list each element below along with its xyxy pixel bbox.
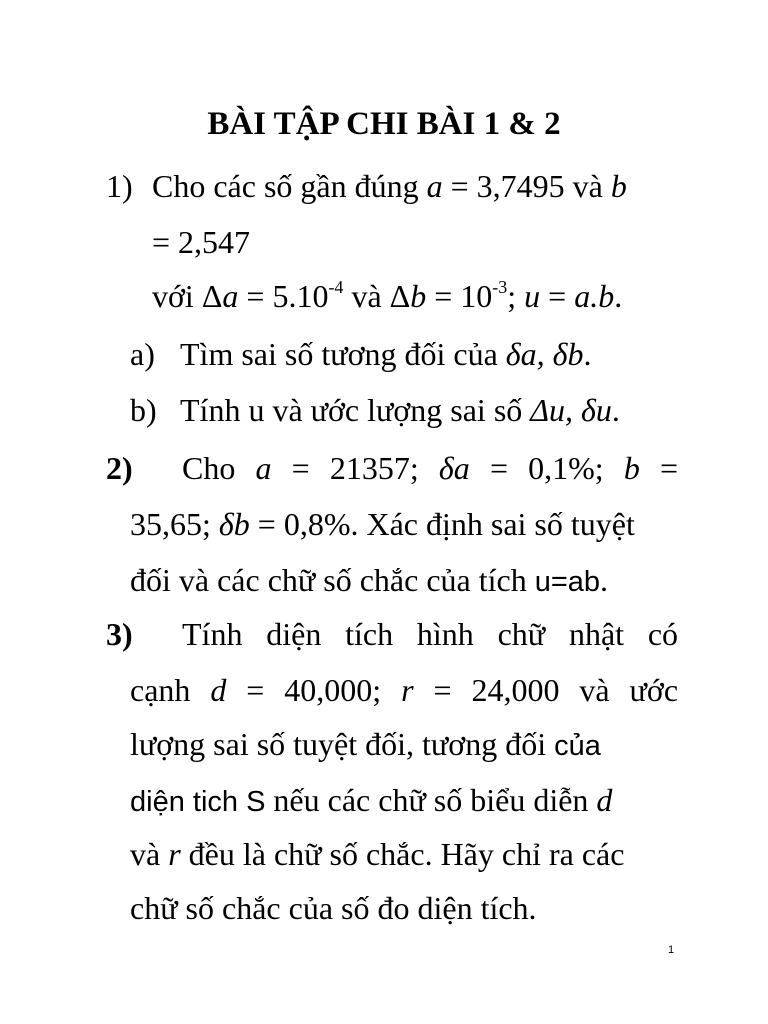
problem-1b-text: Tính u và ước lượng sai số Δu, δu. — [180, 392, 620, 428]
problem-2-number: 2) — [106, 450, 133, 486]
problem-1-line-2: = 2,547 — [152, 224, 251, 260]
problem-3-line-1: Tính diện tích hình chữ nhật có — [182, 616, 679, 652]
problem-2-line-3: đối và các chữ số chắc của tích u=ab. — [130, 562, 609, 598]
problem-1a-text: Tìm sai số tương đối của δa, δb. — [180, 336, 592, 372]
page-number: 1 — [668, 944, 675, 956]
problem-3-line-3: lượng sai số tuyệt đối, tương đối của — [130, 726, 601, 762]
problem-3-line-6: chữ số chắc của số đo diện tích. — [130, 890, 537, 926]
problem-1a-label: a) — [130, 336, 155, 372]
problem-1-line-1: Cho các số gần đúng a = 3,7495 và b — [152, 168, 627, 204]
page-title: BÀI TẬP CHI BÀI 1 & 2 — [207, 106, 561, 142]
problem-1-line-3: với $\Delta a = 5.10^{-4}$ và $\Delta b = 10^{-3}$; u = a.b. — [152, 277, 623, 314]
problem-2-line-1: Cho a = 21357; δa = 0,1%; b = — [182, 450, 679, 486]
problem-1b-label: b) — [130, 392, 157, 428]
problem-2-line-2: 35,65; δb = 0,8%. Xác định sai số tuyệt — [130, 506, 635, 542]
problem-3-line-2: cạnh d = 40,000; r = 24,000 và ước — [130, 672, 679, 708]
problem-3-line-5: và r đều là chữ số chắc. Hãy chỉ ra các — [130, 836, 625, 872]
problem-3-line-4: diện tich S nếu các chữ số biểu diễn d — [130, 782, 613, 818]
problem-1-number: 1) — [106, 168, 133, 204]
problem-3-number: 3) — [106, 616, 133, 652]
